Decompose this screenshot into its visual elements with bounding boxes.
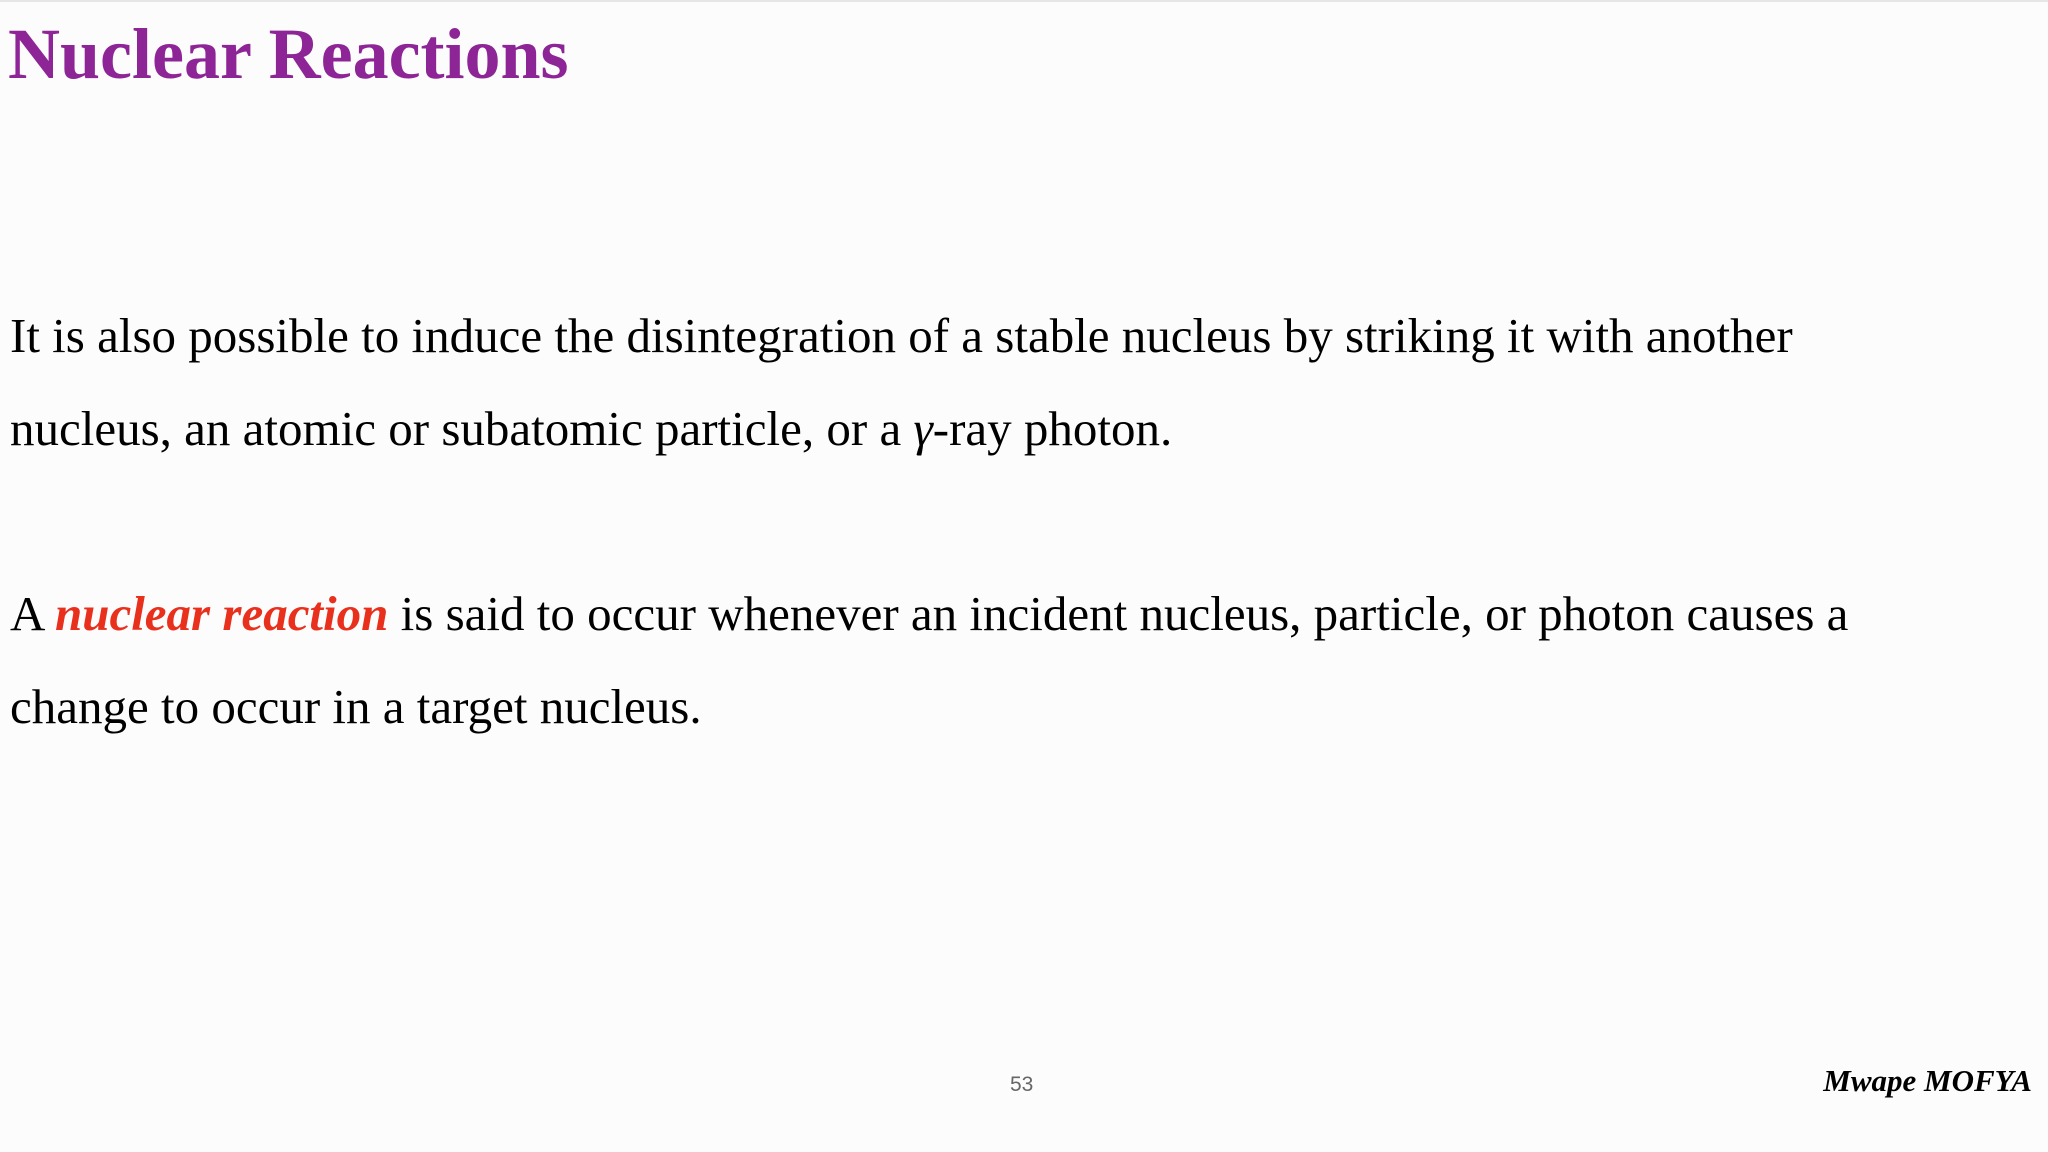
paragraph-nuclear-reaction-definition [10,567,2040,753]
gamma-symbol: γ [913,401,933,456]
highlighted-term: nuclear reaction [54,586,389,641]
paragraph-line: It is also possible to induce the disintegration of a stable nucleus by striking it with another [10,308,1793,363]
text-segment: A [10,586,55,641]
paragraph-line: change to occur in a target nucleus. [10,679,702,734]
paragraph-line [10,567,2040,660]
text-segment: is said to occur whenever an incident nucleus, particle, or photon causes a [388,586,1849,641]
page-number: 53 [1010,1073,1034,1096]
paragraph-line [10,382,2040,475]
text-segment: -ray photon. [932,401,1173,456]
text-segment: nucleus, an atomic or subatomic particle, or a [10,401,914,456]
paragraph-induced-disintegration [10,289,2040,475]
author-footer: Mwape MOFYA [1823,1063,2032,1098]
slide-title: Nuclear Reactions [8,14,569,94]
